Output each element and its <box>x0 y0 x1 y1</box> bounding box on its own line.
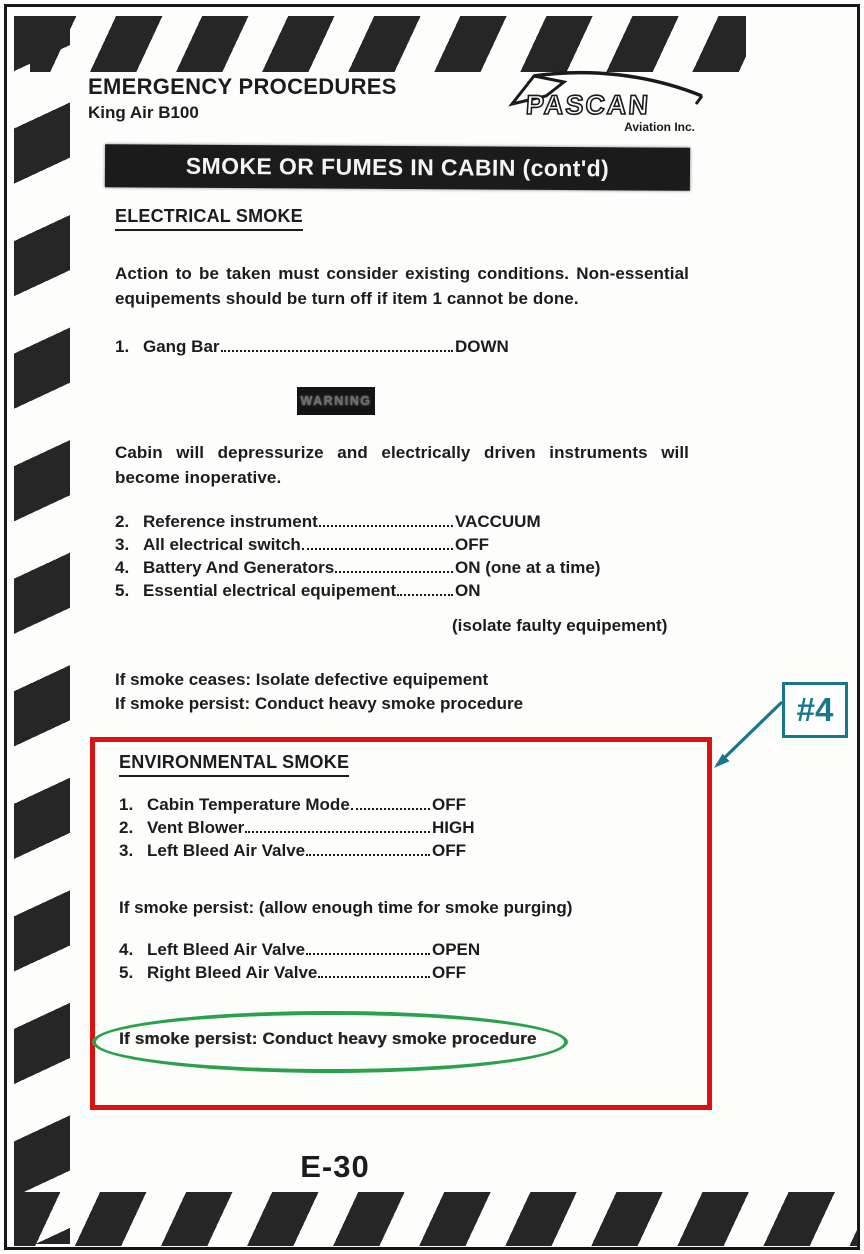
item-value: ON <box>455 581 481 600</box>
smoke-purging-note: If smoke persist: (allow enough time for smoke purging) <box>119 898 573 917</box>
circled-persist-instruction: If smoke persist: Conduct heavy smoke procedure <box>119 1029 537 1048</box>
item-label: Left Bleed Air Valve <box>147 940 306 959</box>
warning-badge <box>297 387 375 415</box>
warning-label: WARNING <box>300 394 372 408</box>
outcome-ceases: If smoke ceases: Isolate defective equipement <box>115 670 489 689</box>
section-title: SMOKE OR FUMES IN CABIN (cont'd) <box>185 152 610 182</box>
checklist-row <box>115 512 690 535</box>
logo-tagline: Aviation Inc. <box>624 120 695 134</box>
dot-leader <box>351 808 430 810</box>
dot-leader <box>306 854 430 856</box>
outcome-persist: If smoke persist: Conduct heavy smoke procedure <box>115 694 524 713</box>
document-title: EMERGENCY PROCEDURES <box>88 74 397 99</box>
electrical-outcomes <box>115 668 523 716</box>
item-number: 2. <box>119 818 134 837</box>
checklist-row <box>119 940 689 963</box>
checklist-row <box>115 558 690 581</box>
item-number: 1. <box>119 795 134 814</box>
dot-leader <box>302 548 453 550</box>
logo-wordmark: PASCAN <box>524 90 652 120</box>
hazard-stripes-top <box>30 16 746 72</box>
checklist-row <box>119 963 689 986</box>
checklist-row <box>119 795 689 818</box>
green-circle-annotation <box>92 1011 568 1073</box>
item-value: VACCUUM <box>455 512 541 531</box>
annotation-number-badge <box>782 682 848 738</box>
environmental-smoke-heading: ENVIRONMENTAL SMOKE <box>119 752 689 777</box>
item-number: 3. <box>115 535 130 554</box>
item-value: HIGH <box>432 818 475 837</box>
item-number: 1. <box>115 337 130 356</box>
electrical-intro-paragraph: Action to be taken must consider existing conditions. Non-essential equipements should be turn off if item 1 cannot be done. <box>115 264 689 308</box>
dot-leader <box>335 571 453 573</box>
dot-leader <box>318 976 430 978</box>
item-label: Left Bleed Air Valve <box>147 841 306 860</box>
item-value: ON (one at a time) <box>455 558 601 577</box>
item-label: Gang Bar <box>143 337 220 356</box>
item-number: 4. <box>115 558 130 577</box>
pascan-logo <box>498 66 713 136</box>
item-label: Reference instrument <box>143 512 318 531</box>
dot-leader <box>397 594 453 596</box>
page-number: E-30 <box>300 1149 370 1184</box>
isolate-faulty-note: (isolate faulty equipement) <box>452 616 668 635</box>
checklist-row <box>119 841 689 864</box>
environmental-items-1-3 <box>119 795 689 864</box>
dot-leader <box>245 831 430 833</box>
item-number: 5. <box>119 963 134 982</box>
item-label: Vent Blower <box>147 818 245 837</box>
item-label: Cabin Temperature Mode <box>147 795 350 814</box>
item-value: OPEN <box>432 940 481 959</box>
electrical-smoke-heading: ELECTRICAL SMOKE <box>115 206 303 231</box>
section-title-bar <box>105 144 690 191</box>
environmental-items-4-5 <box>119 940 689 986</box>
item-label: All electrical switch <box>143 535 301 554</box>
hazard-stripes-left <box>14 16 70 1244</box>
aircraft-type: King Air B100 <box>88 103 199 123</box>
electrical-items-2-5 <box>115 512 690 604</box>
item-value: OFF <box>455 535 489 554</box>
checklist-row <box>115 581 690 604</box>
item-number: 3. <box>119 841 134 860</box>
item-number: 4. <box>119 940 134 959</box>
document-header <box>88 74 397 124</box>
hazard-stripes-bottom <box>14 1192 858 1246</box>
item-value: OFF <box>432 795 466 814</box>
item-value: DOWN <box>455 337 509 356</box>
item-value: OFF <box>432 963 466 982</box>
electrical-item-1 <box>115 337 690 360</box>
item-label: Right Bleed Air Valve <box>147 963 318 982</box>
item-label: Essential electrical equipement <box>143 581 397 600</box>
dot-leader <box>221 350 453 352</box>
item-number: 5. <box>115 581 130 600</box>
dot-leader <box>319 525 453 527</box>
checklist-row <box>115 535 690 558</box>
item-value: OFF <box>432 841 466 860</box>
item-label: Battery And Generators <box>143 558 335 577</box>
annotation-number: #4 <box>796 691 834 728</box>
checklist-row <box>119 818 689 841</box>
dot-leader <box>306 953 430 955</box>
item-number: 2. <box>115 512 130 531</box>
warning-paragraph: Cabin will depressurize and electrically driven instruments will become inoperative. <box>115 443 689 487</box>
checklist-row <box>115 337 690 360</box>
